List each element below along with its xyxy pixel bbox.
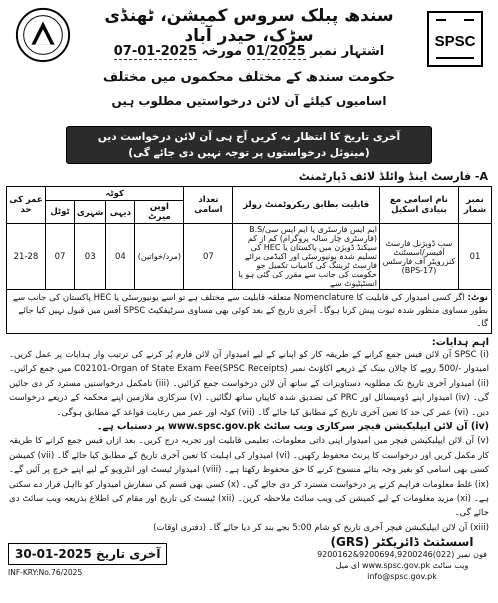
- table-header-row: [7, 187, 492, 201]
- instruction-para-1: (i) SPSC آن لائن فیس جمع کرانے کے طریقہ کار کو اپنانے کے لیے امیدوار آن لائن فارم پُر کرنے کی ترتیب وار ہدایات پر عمل کریں۔ امیدوار -/500 روپے کا چالان بینک کے ذریعے اکاؤنٹ نمبر C02101-Organ of State Exam Fee(SPSC Receipts) میں جمع کرائیں۔ (ii) امیدوار آخری تاریخ تک مطلوبہ دستاویزات کے ساتھ آن لائن درخواست جمع کرائیں۔ (iii) نامکمل درخواستیں مسترد کر دی جائیں گی۔ (iv) امیدوار اپنے ڈومیسائل اور PRC کی تصدیق شدہ کاپیاں ساتھ لگائیں۔ (v) سرکاری ملازمین اپنے محکمہ کے ذریعے درخواست دیں۔ (vi) عمر کی حد کا تعین آخری تاریخ کے مطابق کیا جائے گا۔ (vii) کوٹہ اور عمر میں رعایت قواعد کے مطابق ہوگی۔: [9, 350, 490, 418]
- subtitle-line-1: حکومت سندھ کے مختلف محکموں میں مختلف: [102, 70, 396, 85]
- ad-date: 07-01-2025: [113, 44, 197, 59]
- table-row: [7, 224, 492, 290]
- signatory-block: [312, 535, 492, 582]
- instructions-title: اہم ہدایات:: [431, 337, 489, 348]
- cell-total: 07: [46, 224, 75, 290]
- col-posts-count: تعداد اسامی: [184, 187, 233, 224]
- note-label: نوٹ:: [467, 293, 488, 303]
- banner-line-2: (مینوئل درخواستوں پر توجہ نہیں دی جائے گی): [128, 147, 370, 159]
- instruction-para-4: (xiii) آن لائن ایپلیکیشن فیچر آخری تاریخ کو شام 5:00 بجے بند کر دیا جائے گا۔ (دفتری اوقات): [153, 522, 489, 533]
- col-quota: کوٹہ: [46, 187, 184, 201]
- apply-online-banner: [66, 126, 432, 164]
- commission-title: سندھ پبلک سروس کمیشن، ٹھنڈی سڑک، حیدر آباد: [104, 6, 394, 46]
- instruction-para-2: (iv) آن لائن ایپلیکیشن فیچر سرکاری ویب سائٹ www.spsc.gov.pk پر دستیاب ہے۔: [96, 421, 489, 433]
- col-post: نام اسامی مع بنیادی اسکیل: [380, 187, 459, 224]
- col-rural: دیہی: [106, 201, 135, 224]
- date-label: مورخہ: [201, 44, 243, 59]
- cell-post: سب ڈویژنل فارسٹ آفیسر/اسسٹنٹ کنزرویٹر آف فارسٹس (BPS-17): [380, 224, 459, 290]
- col-urban: شہری: [75, 201, 106, 224]
- cell-qualification: ایم ایس فارسٹری یا ایم ایس سی/B.S (فارسٹری چار سالہ پروگرام) کم از کم سیکنڈ ڈویژن میں پاکستان یا HEC کی تسلیم شدہ یونیورسٹی اور اکیڈمی برائے فارسٹ ٹریننگ کی کامیاب تکمیل جو حکومت کی جانب سے مقرر کی گئی ہو یا انسٹیٹیوٹ سے: [233, 224, 380, 290]
- cell-posts-count: 07: [184, 224, 233, 290]
- svg-text:SPSC: SPSC: [434, 33, 476, 50]
- col-qualification: قابلیت بطابق ریکروٹمنٹ رولز: [233, 187, 380, 224]
- banner-line-1: آخری تاریخ کا انتظار نہ کریں آج ہی آن لائن درخواست دیں: [97, 131, 401, 143]
- website-email-line: ویب سائٹ www.spsc.gov.pk ای میل info@spsc.gov.pk: [335, 561, 469, 581]
- spsc-logo: [14, 6, 72, 64]
- sindh-emblem: [424, 8, 486, 70]
- last-date-label: آخری تاریخ: [95, 547, 161, 561]
- col-total: ٹوٹل: [46, 201, 75, 224]
- instructions-body: [9, 348, 489, 535]
- last-date-box: [8, 543, 167, 565]
- col-serial: نمبر شمار: [459, 187, 492, 224]
- ad-number-label: اشتہار نمبر: [310, 44, 385, 59]
- cell-urban: 03: [75, 224, 106, 290]
- col-open-merit: اوپن میرٹ: [135, 201, 184, 224]
- signatory-title: اسسٹنٹ ڈائریکٹر (GRS): [330, 535, 474, 549]
- department-heading: A- فارسٹ اینڈ وائلڈ لائف ڈپارٹمنٹ: [298, 170, 488, 183]
- footer: [6, 535, 492, 597]
- cell-rural: 04: [106, 224, 135, 290]
- last-date-value: 30-01-2025: [15, 547, 92, 561]
- note-box: [6, 290, 492, 334]
- phone-line: فون نمبر (022)9200694,9200246&9200162: [317, 550, 487, 559]
- reference-number: INF-KRY:No.76/2025: [8, 568, 83, 577]
- cell-serial: 01: [459, 224, 492, 290]
- instruction-para-3: (v) آن لائن ایپلیکیشن فیچر میں امیدوار اپنی ذاتی معلومات، تعلیمی قابلیت اور تجربہ درج کریں۔ بعد ازاں فیس جمع کرانے کا طریقہ کار مکمل کریں اور درخواست کا پرنٹ محفوظ رکھیں۔ (vi) امیدوار کی اہلیت کا تعین آخری تاریخ کے مطابق کیا جائے گا۔ (vii) کمیشن کسی بھی اسامی کو بغیر وجہ بتائے منسوخ کرنے کا حق محفوظ رکھتا ہے۔ (viii) امیدوار ٹیسٹ اور انٹرویو کے لیے اپنے خرچ پر آئیں گے۔ (ix) غلط معلومات فراہم کرنے پر درخواست مسترد کر دی جائے گی۔ (x) کسی بھی قسم کی سفارش امیدوار کو نااہل قرار دے سکتی ہے۔ (xi) مزید معلومات کے لیے کمیشن کی ویب سائٹ ملاحظہ کریں۔ (xii) ٹیسٹ کی تاریخ اور مقام کی اطلاع بذریعہ ویب سائٹ دی جائے گی۔: [9, 436, 490, 519]
- ad-number-line: [76, 44, 422, 60]
- subtitle-line-2: اسامیوں کیلئے آن لائن درخواستیں مطلوب ہیں: [111, 94, 387, 108]
- note-text: اگر کسی امیدوار کی قابلیت کا Nomenclature متعلقہ قابلیت سے مختلف ہے تو اسے یونیورسٹی یا HEC پاکستان کی جانب سے بطور مساوی منظور شدہ ثبوت پیش کرنا ہوگا۔ آخری تاریخ کے بعد کوئی بھی مساوی سرٹیفکیٹ SPSC آفس میں قبول نہیں کیا جائے گا۔: [13, 293, 488, 329]
- cell-open-merit: (مرد/خواتین): [135, 224, 184, 290]
- cell-age: 21-28: [7, 224, 46, 290]
- ad-number: 01/2025: [246, 44, 306, 59]
- last-date-block: [8, 543, 167, 577]
- posts-table: [6, 186, 492, 290]
- col-age: عمر کی حد: [7, 187, 46, 224]
- header: [6, 4, 492, 122]
